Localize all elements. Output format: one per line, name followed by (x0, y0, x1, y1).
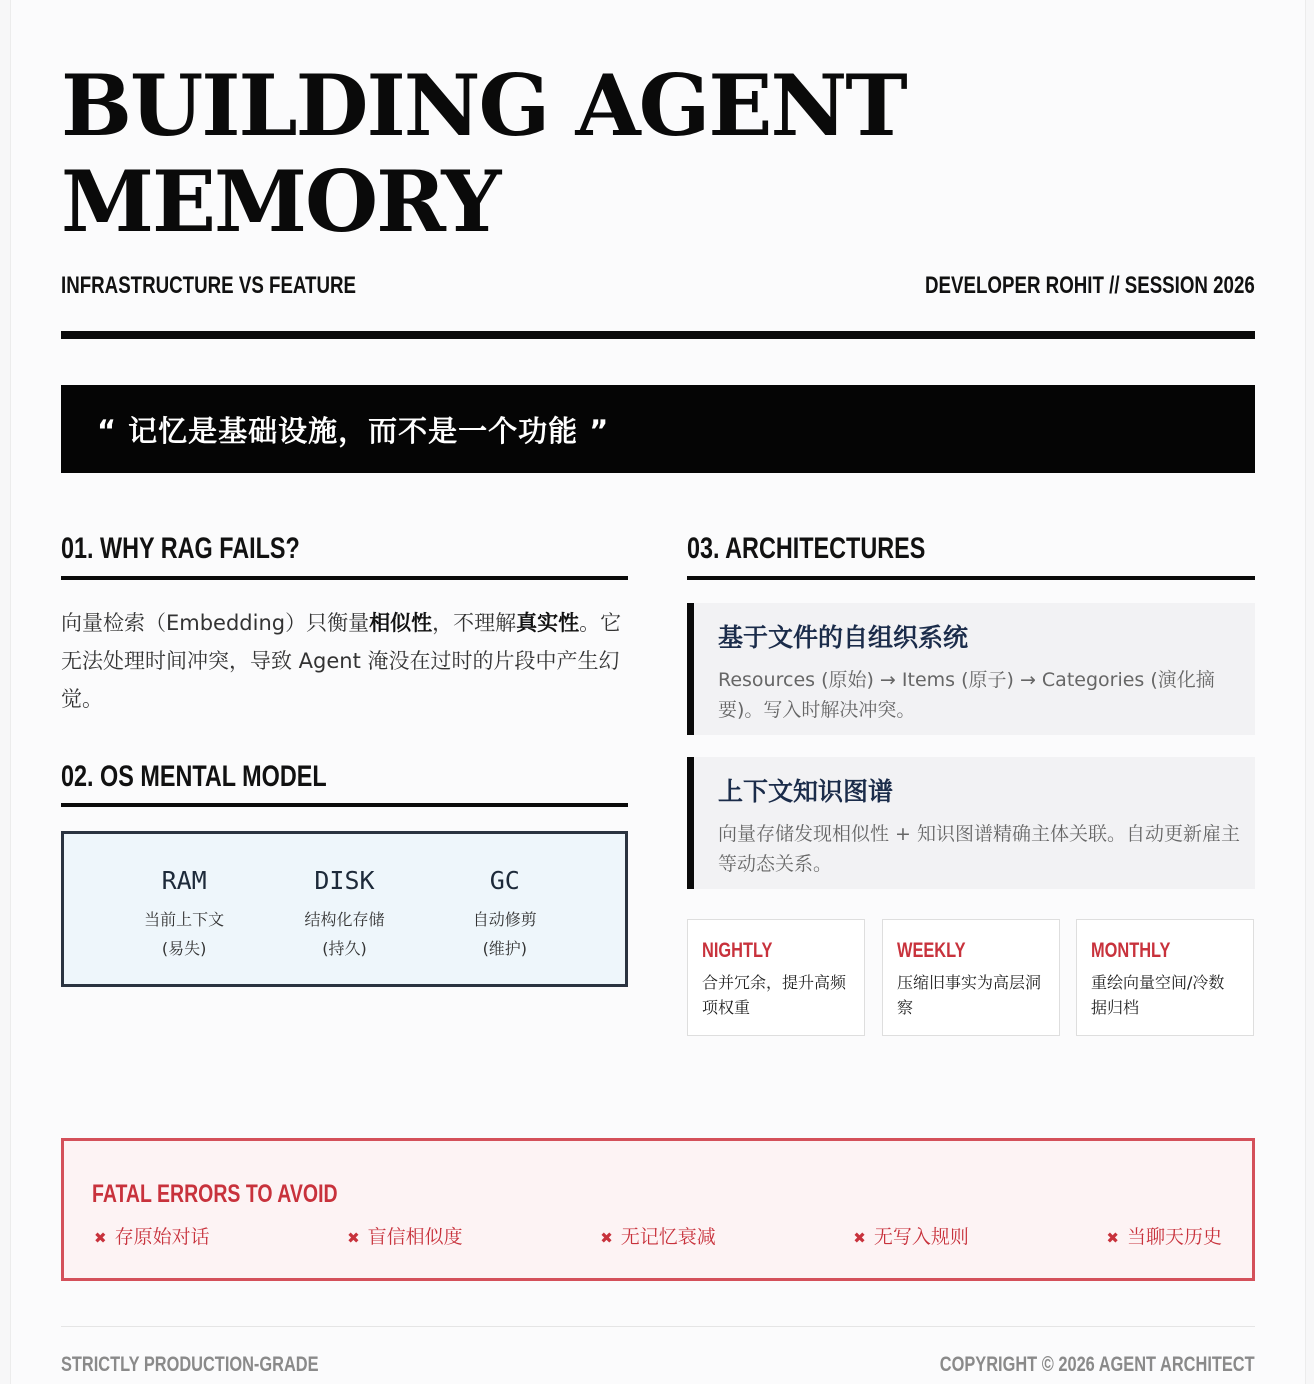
cross-icon: ✖ (600, 1229, 613, 1247)
text-segment: ，不理解 (432, 611, 517, 635)
os-item-desc: 当前上下文 (144, 910, 225, 929)
fatal-error-item (94, 1223, 210, 1252)
section-heading-architectures: 03. ARCHITECTURES (687, 532, 926, 565)
fatal-error-text: 盲信相似度 (367, 1226, 463, 1248)
fatal-error-text: 无写入规则 (873, 1226, 969, 1248)
card-description: 向量存储发现相似性 + 知识图谱精确主体关联。自动更新雇主等动态关系。 (718, 823, 1241, 875)
os-item-disk (274, 834, 414, 984)
schedule-label: MONTHLY (1091, 939, 1171, 962)
cross-icon: ✖ (853, 1229, 866, 1247)
section-heading-why-rag-fails: 01. WHY RAG FAILS? (61, 532, 300, 565)
quote-banner (61, 385, 1255, 473)
schedule-description: 压缩旧事实为高层洞察 (897, 973, 1042, 1017)
architecture-card-file-system (687, 603, 1255, 735)
os-model-box (61, 831, 628, 987)
fatal-errors-box (61, 1138, 1255, 1281)
fatal-error-text: 存原始对话 (114, 1226, 210, 1248)
section-divider (61, 803, 628, 807)
footer-left-text: STRICTLY PRODUCTION-GRADE (61, 1353, 319, 1376)
byline: DEVELOPER ROHIT // SESSION 2026 (925, 272, 1255, 299)
schedule-card-weekly (882, 919, 1060, 1036)
footer-copyright: COPYRIGHT © 2026 AGENT ARCHITECT (940, 1353, 1255, 1376)
cross-icon: ✖ (347, 1229, 360, 1247)
os-item-name: DISK (314, 866, 375, 895)
fatal-error-item (347, 1223, 463, 1252)
os-item-note: (易失) (161, 939, 207, 958)
subtitle: INFRASTRUCTURE VS FEATURE (61, 272, 357, 299)
fatal-error-text: 无记忆衰减 (620, 1226, 716, 1248)
architecture-card-knowledge-graph (687, 757, 1255, 889)
os-item-note: (维护) (482, 939, 528, 958)
quote-text: “ 记忆是基础设施，而不是一个功能 ” (97, 413, 610, 448)
section-divider (687, 576, 1255, 580)
os-item-desc: 结构化存储 (304, 910, 385, 929)
schedule-description: 合并冗余，提升高频项权重 (702, 973, 847, 1017)
fatal-errors-title: FATAL ERRORS TO AVOID (92, 1180, 338, 1208)
os-item-gc (435, 834, 575, 984)
fatal-error-item (853, 1223, 969, 1252)
fatal-error-item (1106, 1223, 1222, 1252)
emphasis-similarity: 相似性 (369, 611, 433, 635)
poster-page (10, 0, 1306, 1384)
schedule-description: 重绘向量空间/冷数据归档 (1091, 973, 1225, 1017)
title-line-2: MEMORY (61, 152, 500, 251)
card-title: 上下文知识图谱 (718, 777, 894, 806)
cross-icon: ✖ (94, 1229, 107, 1247)
footer-divider (61, 1326, 1255, 1327)
title-line-1: BUILDING AGENT (61, 56, 906, 155)
section-heading-os-mental-model: 02. OS MENTAL MODEL (61, 760, 327, 793)
text-segment: 。它无法处理时间冲突，导致 Agent 淹没在过时的片段中产生幻觉。 (61, 611, 622, 711)
section-divider (61, 576, 628, 580)
header-divider (61, 331, 1255, 339)
fatal-errors-list (94, 1223, 1222, 1252)
cross-icon: ✖ (1106, 1229, 1119, 1247)
schedule-label: NIGHTLY (702, 939, 773, 962)
os-item-name: GC (489, 866, 520, 895)
os-item-ram (114, 834, 254, 984)
why-rag-fails-text (61, 604, 627, 718)
page-title (61, 58, 906, 250)
os-item-name: RAM (161, 866, 207, 895)
emphasis-truth: 真实性 (516, 611, 580, 635)
schedule-card-monthly (1076, 919, 1254, 1036)
os-item-desc: 自动修剪 (472, 910, 537, 929)
schedule-label: WEEKLY (897, 939, 966, 962)
card-description: Resources (原始) → Items (原子) → Categories (演化摘要)。写入时解决冲突。 (718, 669, 1215, 721)
schedule-card-nightly (687, 919, 865, 1036)
card-title: 基于文件的自组织系统 (718, 623, 969, 652)
fatal-error-text: 当聊天历史 (1126, 1226, 1222, 1248)
text-segment: 向量检索（Embedding）只衡量 (61, 611, 370, 635)
os-item-note: (持久) (322, 939, 367, 958)
fatal-error-item (600, 1223, 716, 1252)
